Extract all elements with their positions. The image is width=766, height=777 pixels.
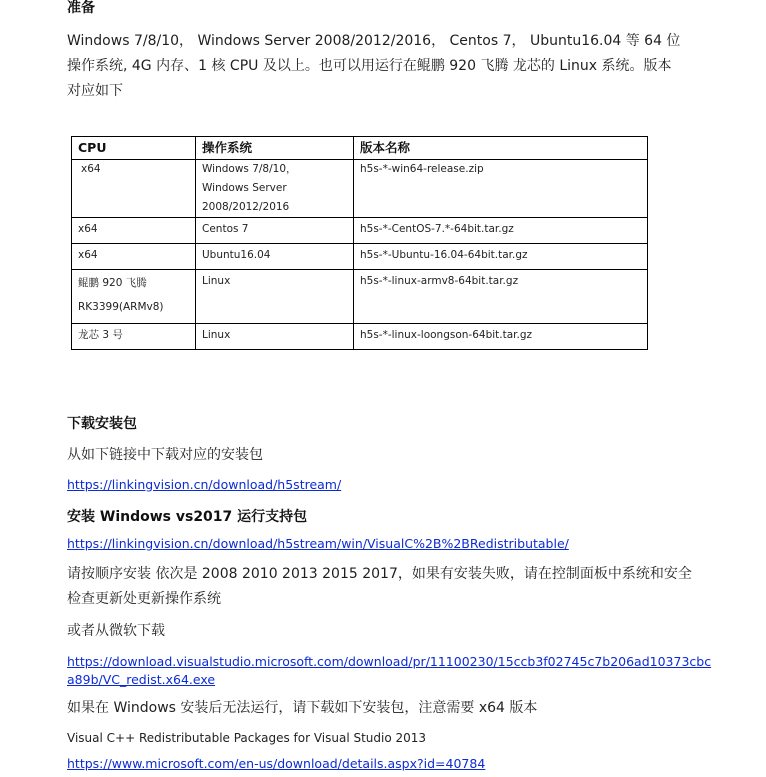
microsoft-download-text: 或者从微软下载 [67,623,165,639]
cell-cpu: 龙芯 3 号 [72,324,196,350]
prepare-line-3: 对应如下 [67,83,123,99]
cell-os: Ubuntu16.04 [196,244,354,270]
vcredist-link[interactable]: https://linkingvision.cn/download/h5stream/win/VisualC%2B%2BRedistributable/ [67,536,569,551]
cell-cpu: x64 [72,244,196,270]
vcredist-heading: 安装 Windows vs2017 运行支持包 [67,509,308,525]
cell-file: h5s-*-Ubuntu-16.04-64bit.tar.gz [354,244,648,270]
table-row [72,270,648,324]
package-link[interactable]: https://www.microsoft.com/en-us/download/details.aspx?id=40784 [67,756,486,771]
cell-os: Windows 7/8/10， Windows Server 2008/2012/2016 [196,160,354,218]
install-fail-text: 如果在 Windows 安装后无法运行，请下载如下安装包，注意需要 x64 版本 [67,700,538,716]
cell-cpu: x64 [72,218,196,244]
cell-os: Linux [196,324,354,350]
cell-file: h5s-*-linux-armv8-64bit.tar.gz [354,270,648,324]
header-os: 操作系统 [196,137,354,160]
table-header-row [72,137,648,160]
table-row [72,160,648,218]
header-version: 版本名称 [354,137,648,160]
table-row [72,324,648,350]
cell-cpu: x64 [72,160,196,218]
header-cpu: CPU [72,137,196,160]
cell-cpu: 鲲鹏 920 飞腾 RK3399(ARMv8) [72,270,196,324]
prepare-line-1: Windows 7/8/10， Windows Server 2008/2012/2016， Centos 7， Ubuntu16.04 等 64 位 [67,33,681,49]
download-heading: 下载安装包 [67,416,137,432]
cell-file: h5s-*-CentOS-7.*-64bit.tar.gz [354,218,648,244]
prepare-line-2: 操作系统, 4G 内存、1 核 CPU 及以上。也可以用运行在鲲鹏 920 飞腾 龙芯的 Linux 系统。版本 [67,58,672,74]
cell-os: Centos 7 [196,218,354,244]
cell-file: h5s-*-win64-release.zip [354,160,648,218]
prepare-heading: 准备 [67,0,95,16]
download-link[interactable]: https://linkingvision.cn/download/h5stream/ [67,477,342,492]
download-text: 从如下链接中下载对应的安装包 [67,447,263,463]
table-row [72,244,648,270]
package-title: Visual C++ Redistributable Packages for Visual Studio 2013 [67,731,427,745]
cell-file: h5s-*-linux-loongson-64bit.tar.gz [354,324,648,350]
prepare-paragraph [67,29,707,104]
install-order-text: 请按顺序安装 依次是 2008 2010 2013 2015 2017，如果有安装失败，请在控制面板中系统和安全 检查更新处更新操作系统 [67,566,692,607]
cell-os: Linux [196,270,354,324]
microsoft-download-link[interactable]: https://download.visualstudio.microsoft.com/download/pr/11100230/15ccb3f02745c7b206ad10373cbc a89b/VC_redist.x64.exe [67,654,712,687]
version-table [71,136,648,350]
table-row [72,218,648,244]
